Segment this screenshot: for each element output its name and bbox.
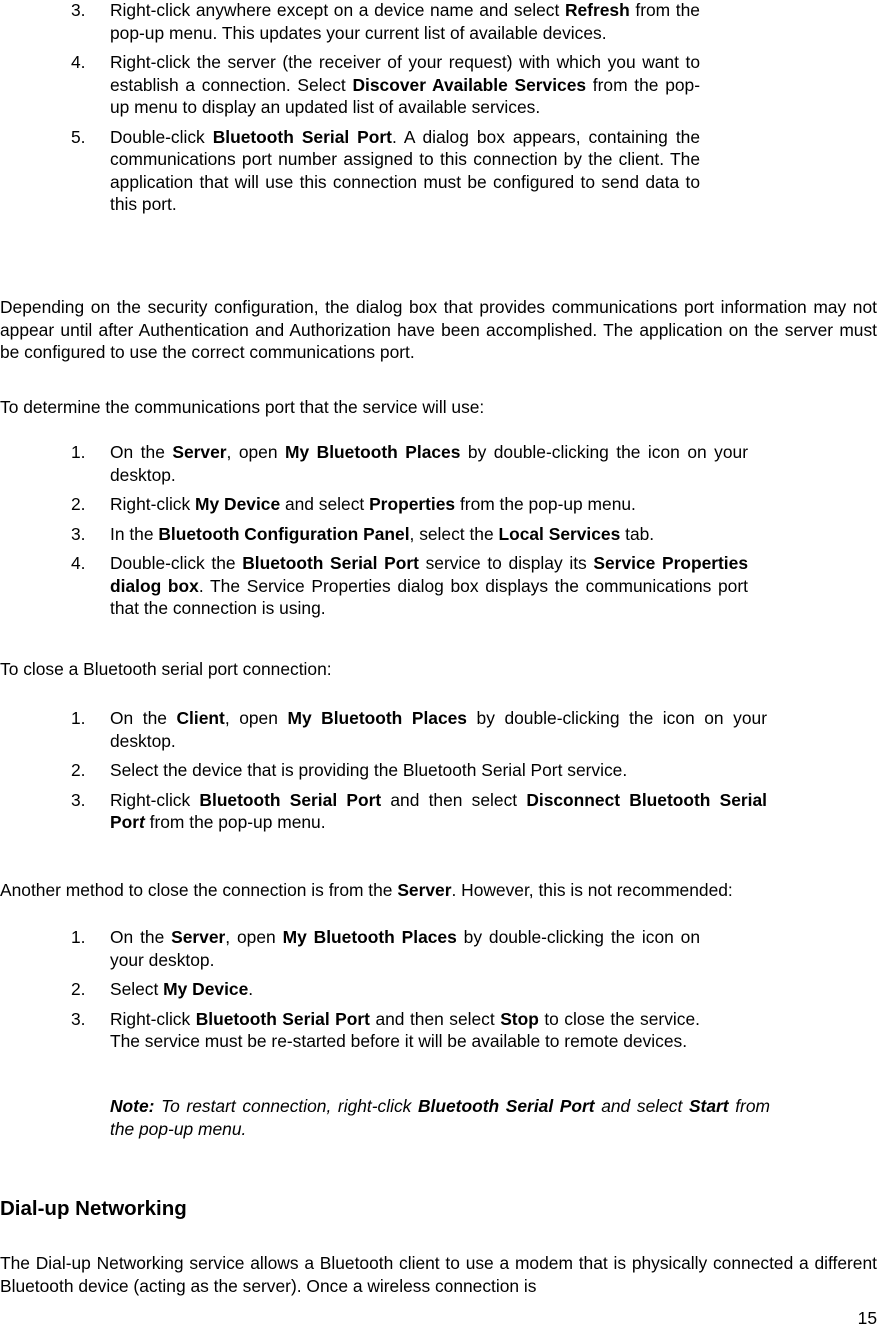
list-item-number: 5. xyxy=(71,126,86,147)
list-item-text: Select My Device. xyxy=(110,979,254,999)
note-restart xyxy=(110,1095,770,1140)
list-item xyxy=(0,759,767,782)
list-item-text: Double-click the Bluetooth Serial Port service to display its Service Properties dialog box. The Service Properties dialog box displays the communications port that the connection is using. xyxy=(110,553,748,618)
list-item-text: Select the device that is providing the Bluetooth Serial Port service. xyxy=(110,760,628,780)
note-text: Note: To restart connection, right-click Bluetooth Serial Port and select Start from the pop-up menu. xyxy=(110,1096,770,1139)
paragraph-another: Another method to close the connection is from the Server. However, this is not recommended: xyxy=(0,880,733,900)
list-item-number: 2. xyxy=(71,494,86,514)
list-item xyxy=(0,493,748,516)
list-item-number: 1. xyxy=(71,708,86,728)
list-item-number: 3. xyxy=(71,523,86,544)
paragraph-dialup: The Dial-up Networking service allows a Bluetooth client to use a modem that is physically connected a different Bluetooth device (acting as the server). Once a wireless connection is xyxy=(0,1253,877,1296)
list-item-text: Right-click the server (the receiver of your request) with which you want to establish a connection. Select Discover Available Services from the pop-up menu to display an updated list of available services. xyxy=(110,52,701,117)
paragraph-another-method xyxy=(0,879,877,902)
list-item-text: Double-click Bluetooth Serial Port. A dialog box appears, containing the communications port number assigned to this connection by the client. The application that will use this connection must be configured to send data to this port. xyxy=(110,126,700,214)
list-item xyxy=(0,51,700,119)
list-item-number: 4. xyxy=(71,553,86,573)
list-item-number: 3. xyxy=(71,1008,86,1029)
steps-list-close-server xyxy=(0,926,700,1060)
steps-list-top xyxy=(0,0,700,223)
paragraph-dialup-intro xyxy=(0,1252,877,1297)
section-heading-dialup xyxy=(0,1196,877,1222)
list-item xyxy=(0,441,748,486)
list-item-number: 1. xyxy=(71,442,86,462)
list-item-text: Right-click Bluetooth Serial Port and then select Disconnect Bluetooth Serial Port from the pop-up menu. xyxy=(110,789,767,832)
list-item xyxy=(0,978,700,1001)
list-item-text: In the Bluetooth Configuration Panel, select the Local Services tab. xyxy=(110,523,655,544)
list-item-number: 3. xyxy=(71,0,86,20)
list-item xyxy=(0,126,700,216)
list-item xyxy=(0,523,748,546)
list-item-number: 3. xyxy=(71,789,86,810)
paragraph-determine-port xyxy=(0,396,877,419)
paragraph-close: To close a Bluetooth serial port connection: xyxy=(0,659,332,679)
paragraph-determine: To determine the communications port that the service will use: xyxy=(0,397,485,417)
list-item-number: 1. xyxy=(71,927,86,947)
paragraph-depending: Depending on the security configuration, the dialog box that provides communications port information may not appear until after Authentication and Authorization have been accomplished. The application on the server must be configured to use the correct communications port. xyxy=(0,297,877,362)
list-item-text: On the Server, open My Bluetooth Places by double-clicking the icon on your desktop. xyxy=(110,927,701,970)
steps-list-close-client xyxy=(0,707,767,841)
list-item xyxy=(0,789,767,834)
steps-list-determine-port xyxy=(0,441,748,627)
list-item-number: 2. xyxy=(71,760,86,780)
paragraph-security-note xyxy=(0,296,877,364)
paragraph-close-connection xyxy=(0,658,877,681)
list-item xyxy=(0,1008,700,1053)
page-number: 15 xyxy=(857,1308,877,1328)
list-item xyxy=(0,0,700,44)
list-item-text: On the Client, open My Bluetooth Places by double-clicking the icon on your desktop. xyxy=(110,708,767,751)
list-item xyxy=(0,926,700,971)
list-item xyxy=(0,552,748,620)
list-item-text: Right-click Bluetooth Serial Port and then select Stop to close the service. The service must be re-started before it will be available to remote devices. xyxy=(110,1008,700,1051)
list-item-text: On the Server, open My Bluetooth Places by double-clicking the icon on your desktop. xyxy=(110,442,748,485)
list-item-text: Right-click anywhere except on a device name and select Refresh from the pop-up menu. This updates your current list of available devices. xyxy=(110,0,700,43)
list-item xyxy=(0,707,767,752)
heading-dialup-networking: Dial-up Networking xyxy=(0,1197,187,1220)
list-item-text: Right-click My Device and select Properties from the pop-up menu. xyxy=(110,494,636,514)
list-item-number: 4. xyxy=(71,52,86,72)
list-item-number: 2. xyxy=(71,979,86,999)
